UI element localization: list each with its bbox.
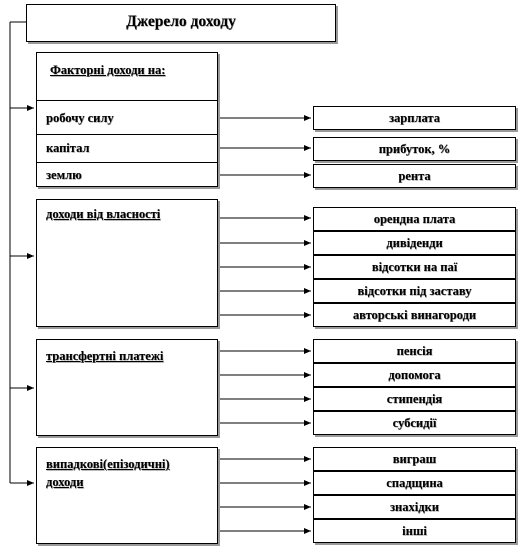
property-label: доходи від власності <box>46 207 161 221</box>
random-result-3: знахідки <box>390 500 439 514</box>
random-result-1: виграш <box>392 452 437 466</box>
random-label-line2: доходи <box>46 475 84 489</box>
transfer-label: трансфертні платежі <box>46 349 164 363</box>
transfer-result-4: субсидії <box>392 416 437 430</box>
property-result-5: авторські винагороди <box>352 308 477 322</box>
random-result-2: спадщина <box>386 476 443 490</box>
property-result-3: відсотки на паї <box>371 260 458 274</box>
result-salary: зарплата <box>389 111 440 125</box>
property-result-2: дивіденди <box>386 236 443 250</box>
transfer-result-1: пенсія <box>396 344 433 358</box>
factor-divider-1 <box>36 100 218 101</box>
result-rent: рента <box>398 169 431 183</box>
transfer-result-3: стипендія <box>386 392 443 406</box>
factor-item-capital: капітал <box>46 141 90 155</box>
factor-header: Факторні доходи на: <box>50 63 166 77</box>
factor-item-labor: робочу силу <box>46 111 114 125</box>
transfer-result-2: допомога <box>388 368 441 382</box>
factor-divider-3 <box>36 162 218 163</box>
property-result-1: орендна плата <box>373 212 456 226</box>
random-label-line1: випадкові(епізодичні) <box>46 457 170 471</box>
factor-item-land: землю <box>46 168 82 182</box>
result-profit: прибуток, % <box>378 142 451 156</box>
title-text: Джерело доходу <box>126 13 236 30</box>
factor-divider-2 <box>36 134 218 135</box>
random-result-4: інші <box>402 524 427 538</box>
property-result-4: відсотки під заставу <box>357 284 472 298</box>
